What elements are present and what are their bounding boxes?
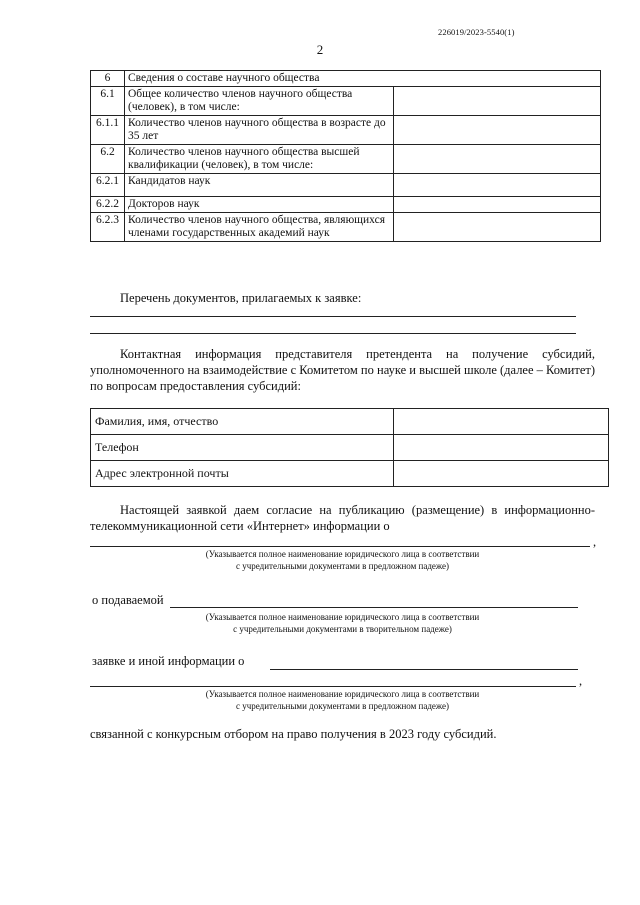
table-row — [91, 197, 601, 213]
entity-name-line-3a[interactable] — [270, 669, 578, 670]
row-number: 6.1 — [91, 87, 125, 116]
table-row — [91, 435, 609, 461]
contact-label: Фамилия, имя, отчество — [91, 409, 394, 435]
entity-name-line-3b[interactable] — [90, 686, 576, 687]
entity-name-line-2[interactable] — [170, 607, 578, 608]
row-value-field[interactable] — [394, 116, 601, 145]
row-value-field[interactable] — [394, 213, 601, 242]
row-value-field[interactable] — [394, 145, 601, 174]
row-number: 6.1.1 — [91, 116, 125, 145]
comma: , — [593, 535, 597, 549]
contact-label: Адрес электронной почты — [91, 461, 394, 487]
row-number: 6.2.1 — [91, 174, 125, 197]
row-value-field[interactable] — [394, 174, 601, 197]
row-number: 6 — [91, 71, 125, 87]
contact-label: Телефон — [91, 435, 394, 461]
contact-table — [90, 408, 609, 487]
documents-line-1[interactable] — [90, 316, 576, 317]
about-submitted-label: о подаваемой — [92, 593, 164, 607]
row-value-field[interactable] — [394, 87, 601, 116]
entity-name-note-2: (Указывается полное наименование юридического лица в соответствии с учредительными документами в творительном падеже) — [205, 612, 480, 634]
contact-intro: Контактная информация представителя претендента на получение субсидий, уполномоченного на взаимодействие с Комитетом по науке и высшей школе (далее – Комитет) по вопросам предоставления субсидий: — [90, 347, 595, 393]
consent-intro: Настоящей заявкой даем согласие на публикацию (размещение) в информационно-телекоммуникационной сети «Интернет» информации о — [90, 503, 595, 533]
consent-closing: связанной с конкурсным отбором на право получения в 2023 году субсидий. — [90, 727, 497, 741]
contact-phone-field[interactable] — [394, 435, 609, 461]
documents-label: Перечень документов, прилагаемых к заявке: — [120, 291, 362, 305]
table-row — [91, 87, 601, 116]
row-description: Количество членов научного общества в возрасте до 35 лет — [125, 116, 394, 145]
table-row — [91, 174, 601, 197]
row-description: Общее количество членов научного общества (человек), в том числе: — [125, 87, 394, 116]
row-number: 6.2.2 — [91, 197, 125, 213]
row-description: Количество членов научного общества высшей квалификации (человек), в том числе: — [125, 145, 394, 174]
documents-line-2[interactable] — [90, 333, 576, 334]
table-row — [91, 213, 601, 242]
comma: , — [579, 674, 583, 688]
row-description: Кандидатов наук — [125, 174, 394, 197]
row-description: Сведения о составе научного общества — [125, 71, 601, 87]
application-other-label: заявке и иной информации о — [92, 654, 245, 668]
row-number: 6.2.3 — [91, 213, 125, 242]
society-composition-table — [90, 70, 601, 242]
table-row — [91, 71, 601, 87]
table-row — [91, 145, 601, 174]
entity-name-note-1: (Указывается полное наименование юридического лица в соответствии с учредительными документами в предложном падеже) — [205, 549, 480, 571]
row-value-field[interactable] — [394, 197, 601, 213]
table-row — [91, 461, 609, 487]
row-description: Количество членов научного общества, являющихся членами государственных академий наук — [125, 213, 394, 242]
contact-email-field[interactable] — [394, 461, 609, 487]
entity-name-note-3: (Указывается полное наименование юридического лица в соответствии с учредительными документами в предложном падеже) — [205, 689, 480, 711]
row-description: Докторов наук — [125, 197, 394, 213]
table-row — [91, 409, 609, 435]
entity-name-line-1[interactable] — [90, 546, 590, 547]
table-row — [91, 116, 601, 145]
page-number: 2 — [316, 42, 324, 57]
row-number: 6.2 — [91, 145, 125, 174]
document-id: 226019/2023-5540(1) — [438, 27, 515, 37]
contact-name-field[interactable] — [394, 409, 609, 435]
